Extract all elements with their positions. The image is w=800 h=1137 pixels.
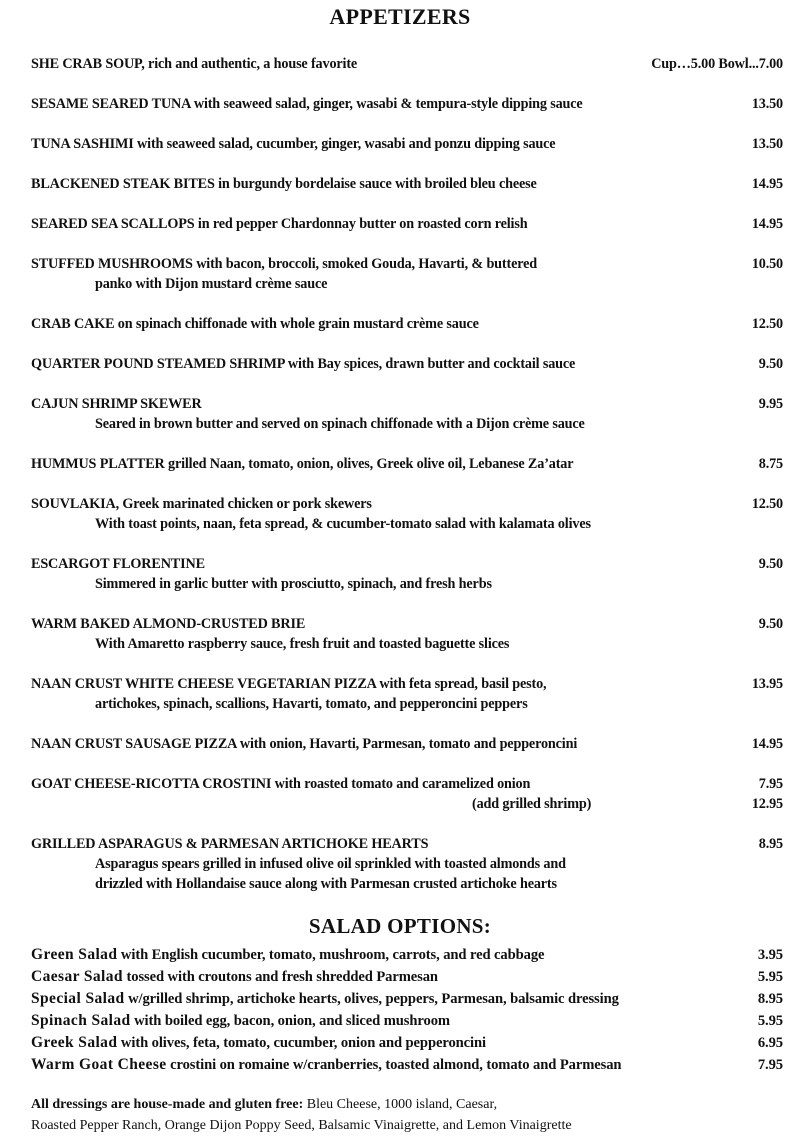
- item-name: SHE CRAB SOUP, rich and authentic, a house favorite: [31, 56, 358, 72]
- menu-item-hummus-platter: [31, 454, 783, 474]
- item-name: CRAB CAKE on spinach chiffonade with whole grain mustard crème sauce: [31, 316, 479, 332]
- item-price: 12.50: [751, 496, 783, 512]
- item-description: With toast points, naan, feta spread, & cucumber-tomato salad with kalamata olives: [95, 516, 591, 532]
- menu-item-souvlakia: [31, 494, 783, 534]
- menu-item-steamed-shrimp: [31, 354, 783, 374]
- salad-description: crostini on romaine w/cranberries, toasted almond, tomato and Parmesan: [170, 1057, 622, 1073]
- dressings-list-line2: Roasted Pepper Ranch, Orange Dijon Poppy Seed, Balsamic Vinaigrette, and Lemon Vinaigrette: [31, 1118, 572, 1133]
- salad-description: with English cucumber, tomato, mushroom, carrots, and red cabbage: [120, 947, 545, 963]
- item-price: 8.75: [758, 456, 783, 472]
- salad-description: with boiled egg, bacon, onion, and sliced mushroom: [134, 1013, 450, 1029]
- menu-item-grilled-asparagus: [31, 834, 783, 894]
- item-name: QUARTER POUND STEAMED SHRIMP with Bay spices, drawn butter and cocktail sauce: [31, 356, 576, 372]
- salad-price: 8.95: [757, 991, 783, 1007]
- item-name: TUNA SASHIMI with seaweed salad, cucumber, ginger, wasabi and ponzu dipping sauce: [31, 136, 556, 152]
- addon-label: (add grilled shrimp): [472, 796, 592, 812]
- salad-name: Green Salad: [31, 946, 118, 963]
- salad-name: Special Salad: [31, 990, 125, 1007]
- menu-item-escargot-florentine: [31, 554, 783, 594]
- item-price: 9.50: [758, 356, 783, 372]
- item-price: 8.95: [758, 836, 783, 852]
- menu-item-tuna-sashimi: [31, 134, 783, 154]
- salad-price: 6.95: [757, 1035, 783, 1051]
- item-price: 14.95: [751, 736, 783, 752]
- appetizers-heading: APPETIZERS: [329, 4, 471, 29]
- item-price: Cup…5.00 Bowl...7.00: [651, 56, 783, 72]
- item-price: 9.95: [758, 396, 783, 412]
- salad-name: Warm Goat Cheese: [31, 1056, 167, 1073]
- menu-item-vegetarian-pizza: [31, 674, 783, 714]
- menu-item-blackened-steak-bites: [31, 174, 783, 194]
- menu-item-crab-cake: [31, 314, 783, 334]
- item-price: 13.50: [751, 136, 783, 152]
- item-name: ESCARGOT FLORENTINE: [31, 556, 205, 572]
- menu-item-she-crab-soup: [31, 54, 783, 74]
- item-name: HUMMUS PLATTER grilled Naan, tomato, onion, olives, Greek olive oil, Lebanese Za’atar: [31, 456, 574, 472]
- dressings-list-line1: Bleu Cheese, 1000 island, Caesar,: [303, 1097, 498, 1112]
- salad-description: w/grilled shrimp, artichoke hearts, olives, peppers, Parmesan, balsamic dressing: [128, 991, 619, 1007]
- item-price: 9.50: [758, 616, 783, 632]
- item-name: GRILLED ASPARAGUS & PARMESAN ARTICHOKE HEARTS: [31, 836, 429, 852]
- salad-price: 5.95: [757, 969, 783, 985]
- item-price: 13.50: [751, 96, 783, 112]
- salad-price: 3.95: [757, 947, 783, 963]
- item-price: 14.95: [751, 216, 783, 232]
- menu-item-cajun-shrimp-skewer: [31, 394, 783, 434]
- item-name: STUFFED MUSHROOMS with bacon, broccoli, smoked Gouda, Havarti, & buttered: [31, 256, 537, 272]
- salad-item-spinach: [31, 1010, 783, 1032]
- item-name: NAAN CRUST WHITE CHEESE VEGETARIAN PIZZA with feta spread, basil pesto,: [31, 676, 547, 692]
- dressings-note: [31, 1094, 771, 1136]
- salad-name: Spinach Salad: [31, 1012, 131, 1029]
- salad-item-special: [31, 988, 783, 1010]
- salad-options-heading: SALAD OPTIONS:: [308, 914, 492, 938]
- item-price: 12.50: [751, 316, 783, 332]
- item-description: Simmered in garlic butter with prosciutto, spinach, and fresh herbs: [95, 576, 492, 592]
- menu-item-sesame-seared-tuna: [31, 94, 783, 114]
- item-price: 7.95: [758, 776, 783, 792]
- item-name: GOAT CHEESE-RICOTTA CROSTINI with roasted tomato and caramelized onion: [31, 776, 531, 792]
- item-price: 14.95: [751, 176, 783, 192]
- item-name: WARM BAKED ALMOND-CRUSTED BRIE: [31, 616, 306, 632]
- item-price: 13.95: [751, 676, 783, 692]
- item-description: Seared in brown butter and served on spinach chiffonade with a Dijon crème sauce: [95, 416, 585, 432]
- menu-item-stuffed-mushrooms: [31, 254, 783, 294]
- item-price: 10.50: [751, 256, 783, 272]
- item-name: SOUVLAKIA, Greek marinated chicken or pork skewers: [31, 496, 372, 512]
- item-price: 9.50: [758, 556, 783, 572]
- menu-item-seared-sea-scallops: [31, 214, 783, 234]
- salad-description: with olives, feta, tomato, cucumber, onion and pepperoncini: [120, 1035, 486, 1051]
- item-description-line2: drizzled with Hollandaise sauce along with Parmesan crusted artichoke hearts: [95, 876, 557, 892]
- item-description: With Amaretto raspberry sauce, fresh fruit and toasted baguette slices: [95, 636, 510, 652]
- salad-name: Greek Salad: [31, 1034, 118, 1051]
- salad-description: tossed with croutons and fresh shredded Parmesan: [126, 969, 438, 985]
- salad-item-green: [31, 944, 783, 966]
- menu-item-goat-cheese-crostini: [31, 774, 783, 812]
- item-name: SESAME SEARED TUNA with seaweed salad, ginger, wasabi & tempura-style dipping sauce: [31, 96, 583, 112]
- item-description: Asparagus spears grilled in infused olive oil sprinkled with toasted almonds and: [95, 856, 566, 872]
- dressings-label: All dressings are house-made and gluten free:: [31, 1097, 304, 1112]
- salad-item-caesar: [31, 966, 783, 988]
- salad-item-greek: [31, 1032, 783, 1054]
- salad-price: 5.95: [757, 1013, 783, 1029]
- salad-price: 7.95: [757, 1057, 783, 1073]
- salad-name: Caesar Salad: [31, 968, 123, 985]
- item-name: CAJUN SHRIMP SKEWER: [31, 396, 202, 412]
- item-description: artichokes, spinach, scallions, Havarti, tomato, and pepperoncini peppers: [95, 696, 528, 712]
- item-name: BLACKENED STEAK BITES in burgundy bordelaise sauce with broiled bleu cheese: [31, 176, 537, 192]
- salad-item-warm-goat-cheese: [31, 1054, 783, 1076]
- menu-item-sausage-pizza: [31, 734, 783, 754]
- menu-item-almond-crusted-brie: [31, 614, 783, 654]
- addon-price: 12.95: [751, 796, 783, 812]
- item-name: SEARED SEA SCALLOPS in red pepper Chardonnay butter on roasted corn relish: [31, 216, 528, 232]
- item-name: NAAN CRUST SAUSAGE PIZZA with onion, Havarti, Parmesan, tomato and pepperoncini: [31, 736, 578, 752]
- item-description: panko with Dijon mustard crème sauce: [95, 276, 328, 292]
